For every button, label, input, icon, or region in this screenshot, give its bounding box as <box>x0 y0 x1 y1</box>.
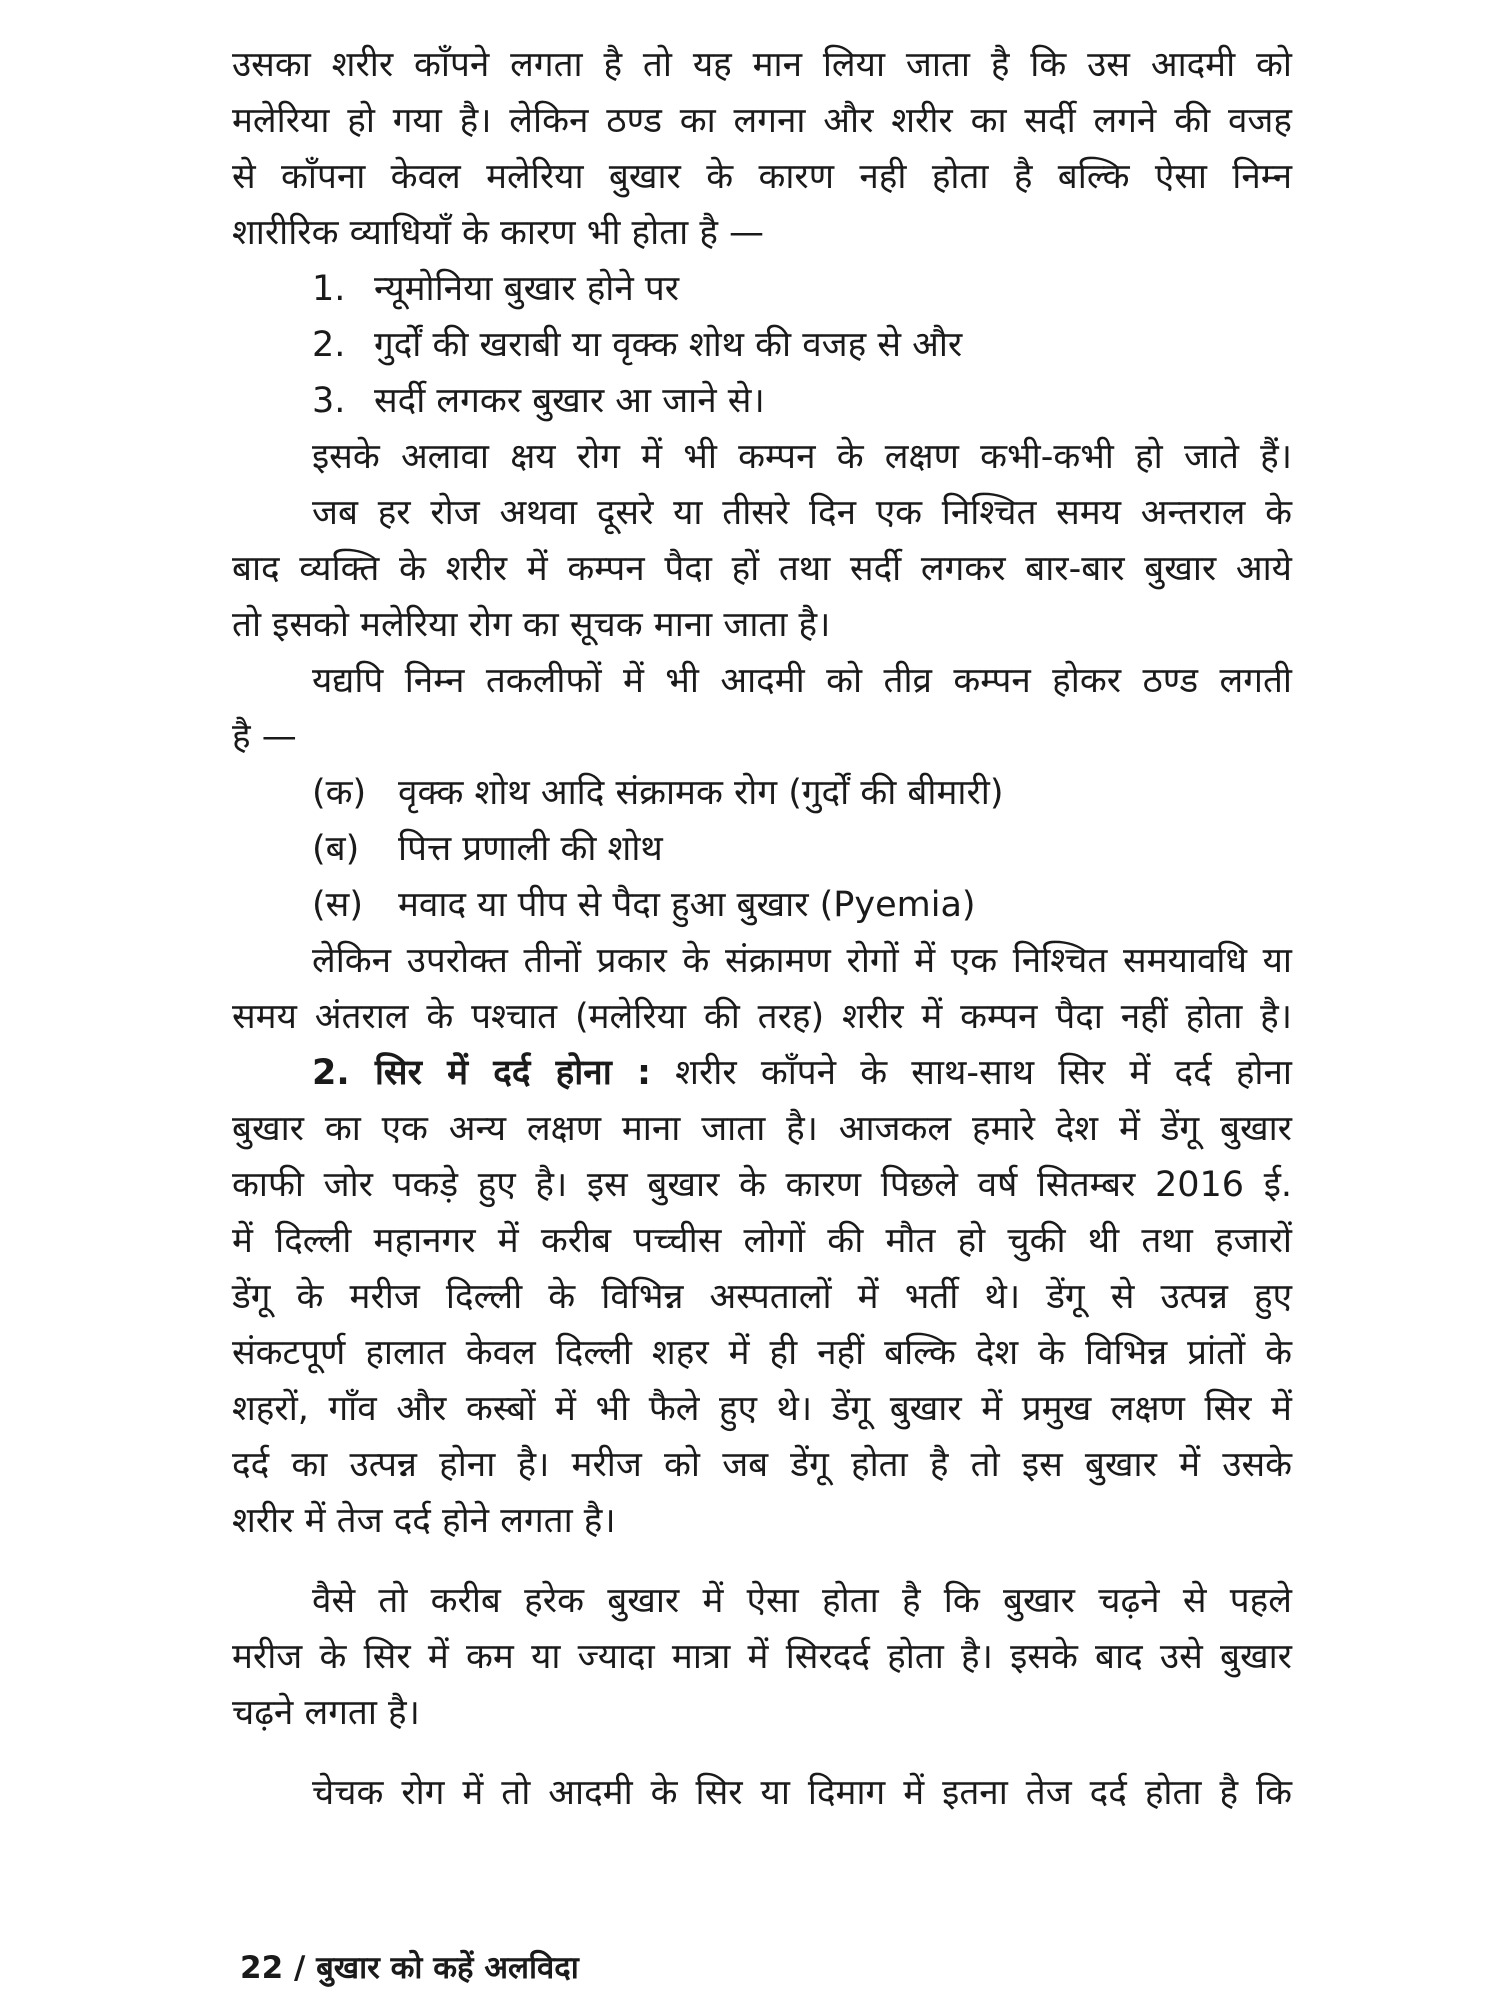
list-letter: (ब) <box>312 829 360 869</box>
book-title: बुखार को कहें अलविदा <box>316 1950 579 1986</box>
body-line: बाद व्यक्ति के शरीर में कम्पन पैदा हों तथा सर्दी लगकर बार-बार बुखार आये <box>232 549 1292 589</box>
page-number: 22 <box>240 1950 284 1986</box>
body-line: चेचक रोग में तो आदमी के सिर या दिमाग में इतना तेज दर्द होता है कि <box>312 1773 1292 1813</box>
list-text: न्यूमोनिया बुखार होने पर <box>374 269 680 309</box>
body-line: मरीज के सिर में कम या ज्यादा मात्रा में सिरदर्द होता है। इसके बाद उसे बुखार <box>232 1637 1292 1677</box>
body-line: लेकिन उपरोक्त तीनों प्रकार के संक्रामण रोगों में एक निश्चित समयावधि या <box>312 941 1292 981</box>
body-line: दर्द का उत्पन्न होना है। मरीज को जब डेंगू होता है तो इस बुखार में उसके <box>232 1445 1292 1485</box>
body-line: है — <box>232 717 297 757</box>
page-footer <box>240 1948 579 1988</box>
list-letter: (स) <box>312 885 363 925</box>
list-text: सर्दी लगकर बुखार आ जाने से। <box>374 381 765 421</box>
list-text: गुर्दों की खराबी या वृक्क शोथ की वजह से और <box>374 325 963 365</box>
body-line: बुखार का एक अन्य लक्षण माना जाता है। आजकल हमारे देश में डेंगू बुखार <box>232 1109 1292 1149</box>
body-line: में दिल्ली महानगर में करीब पच्चीस लोगों की मौत हो चुकी थी तथा हजारों <box>232 1221 1292 1261</box>
list-item <box>312 264 679 314</box>
list-item <box>312 880 976 930</box>
list-item <box>312 768 1003 818</box>
footer-separator: / <box>293 1950 306 1986</box>
list-number: 3. <box>312 381 346 421</box>
body-line: शारीरिक व्याधियाँ के कारण भी होता है — <box>232 213 765 253</box>
body-line: चढ़ने लगता है। <box>232 1693 420 1733</box>
body-line: इसके अलावा क्षय रोग में भी कम्पन के लक्षण कभी-कभी हो जाते हैं। <box>312 437 1292 477</box>
section-paragraph-start <box>312 1048 1292 1098</box>
body-line: जब हर रोज अथवा दूसरे या तीसरे दिन एक निश्चित समय अन्तराल के <box>312 493 1292 533</box>
body-line: यद्यपि निम्न तकलीफों में भी आदमी को तीव्र कम्पन होकर ठण्ड लगती <box>312 661 1292 701</box>
body-line: समय अंतराल के पश्चात (मलेरिया की तरह) शरीर में कम्पन पैदा नहीं होता है। <box>232 997 1292 1037</box>
body-text: शरीर काँपने के साथ-साथ सिर में दर्द होना <box>675 1053 1292 1093</box>
section-heading: 2. सिर में दर्द होना : <box>312 1053 652 1093</box>
list-text: मवाद या पीप से पैदा हुआ बुखार (Pyemia) <box>398 885 976 925</box>
body-line: वैसे तो करीब हरेक बुखार में ऐसा होता है कि बुखार चढ़ने से पहले <box>312 1581 1292 1621</box>
list-item <box>312 824 663 874</box>
body-line: से काँपना केवल मलेरिया बुखार के कारण नही होता है बल्कि ऐसा निम्न <box>232 157 1292 197</box>
body-line: उसका शरीर काँपने लगता है तो यह मान लिया जाता है कि उस आदमी को <box>232 45 1292 85</box>
list-item <box>312 376 765 426</box>
document-page <box>232 40 1292 1940</box>
list-number: 2. <box>312 325 346 365</box>
list-text: पित्त प्रणाली की शोथ <box>398 829 663 869</box>
body-line: काफी जोर पकड़े हुए है। इस बुखार के कारण पिछले वर्ष सितम्बर 2016 ई. <box>232 1165 1292 1205</box>
body-line: शरीर में तेज दर्द होने लगता है। <box>232 1501 616 1541</box>
body-line: मलेरिया हो गया है। लेकिन ठण्ड का लगना और शरीर का सर्दी लगने की वजह <box>232 101 1292 141</box>
list-letter: (क) <box>312 773 367 813</box>
list-item <box>312 320 962 370</box>
body-line: संकटपूर्ण हालात केवल दिल्ली शहर में ही नहीं बल्कि देश के विभिन्न प्रांतों के <box>232 1333 1292 1373</box>
list-number: 1. <box>312 269 346 309</box>
list-text: वृक्क शोथ आदि संक्रामक रोग (गुर्दों की बीमारी) <box>398 773 1004 813</box>
body-line: तो इसको मलेरिया रोग का सूचक माना जाता है। <box>232 605 831 645</box>
body-line: शहरों, गाँव और कस्बों में भी फैले हुए थे। डेंगू बुखार में प्रमुख लक्षण सिर में <box>232 1389 1292 1429</box>
body-line: डेंगू के मरीज दिल्ली के विभिन्न अस्पतालों में भर्ती थे। डेंगू से उत्पन्न हुए <box>232 1277 1292 1317</box>
